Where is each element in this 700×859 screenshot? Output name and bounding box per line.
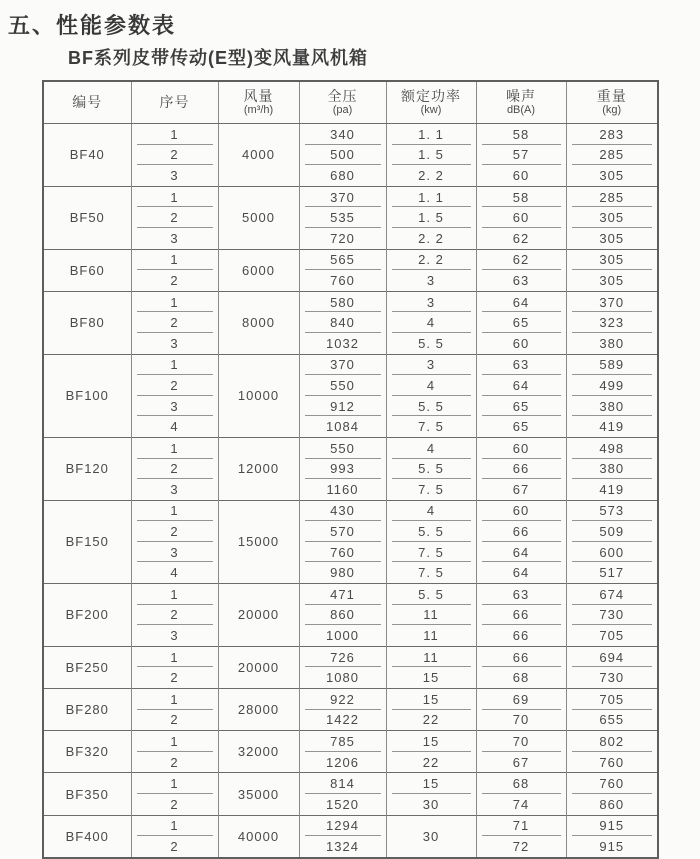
pressure-cell: 550	[299, 437, 386, 458]
noise-cell: 58	[476, 124, 566, 145]
table-header	[43, 81, 658, 124]
table-row	[43, 625, 658, 646]
pressure-cell: 760	[299, 270, 386, 291]
pressure-cell: 1294	[299, 815, 386, 836]
weight-cell: 285	[566, 186, 658, 207]
noise-cell: 65	[476, 396, 566, 417]
noise-cell: 64	[476, 291, 566, 312]
weight-cell: 915	[566, 836, 658, 858]
power-cell: 22	[386, 710, 476, 731]
weight-cell: 517	[566, 562, 658, 583]
weight-cell: 283	[566, 124, 658, 145]
table-row	[43, 542, 658, 563]
pressure-cell: 500	[299, 145, 386, 166]
power-cell: 22	[386, 752, 476, 773]
page-title: 五、性能参数表	[8, 13, 177, 38]
noise-cell: 63	[476, 270, 566, 291]
table-row	[43, 459, 658, 480]
weight-cell: 705	[566, 625, 658, 646]
power-cell: 15	[386, 773, 476, 794]
model-cell: BF250	[43, 646, 131, 688]
weight-cell: 674	[566, 584, 658, 605]
seq-cell: 2	[131, 794, 218, 815]
pressure-cell: 565	[299, 249, 386, 270]
power-cell: 5. 5	[386, 333, 476, 354]
noise-cell: 60	[476, 207, 566, 228]
model-group	[43, 689, 658, 731]
seq-cell: 2	[131, 667, 218, 688]
airflow-cell: 10000	[218, 354, 299, 437]
header-label	[477, 82, 566, 123]
weight-cell: 380	[566, 459, 658, 480]
column-header	[218, 81, 299, 124]
table-row	[43, 333, 658, 354]
seq-cell: 2	[131, 207, 218, 228]
weight-cell: 498	[566, 437, 658, 458]
model-group	[43, 124, 658, 187]
power-cell: 3	[386, 291, 476, 312]
noise-cell: 68	[476, 773, 566, 794]
seq-cell: 3	[131, 333, 218, 354]
column-header	[476, 81, 566, 124]
model-cell: BF40	[43, 124, 131, 187]
weight-cell: 419	[566, 416, 658, 437]
weight-cell: 305	[566, 165, 658, 186]
seq-cell: 1	[131, 646, 218, 667]
weight-cell: 370	[566, 291, 658, 312]
table-row	[43, 396, 658, 417]
header-line1: 风量	[243, 88, 274, 105]
noise-cell: 66	[476, 646, 566, 667]
header-unit: (m³/h)	[243, 104, 274, 117]
header-line1: 噪声	[506, 88, 536, 105]
model-cell: BF280	[43, 689, 131, 731]
pressure-cell: 1160	[299, 479, 386, 500]
weight-cell: 380	[566, 333, 658, 354]
table-row	[43, 667, 658, 688]
seq-cell: 2	[131, 375, 218, 396]
power-cell: 2. 2	[386, 228, 476, 249]
noise-cell: 65	[476, 312, 566, 333]
header-line1: 全压	[327, 88, 358, 105]
column-header	[566, 81, 658, 124]
seq-cell: 4	[131, 562, 218, 583]
pressure-cell: 760	[299, 542, 386, 563]
seq-cell: 1	[131, 584, 218, 605]
weight-cell: 730	[566, 667, 658, 688]
table-row	[43, 375, 658, 396]
pressure-cell: 370	[299, 186, 386, 207]
model-cell: BF400	[43, 815, 131, 858]
model-group	[43, 773, 658, 815]
seq-cell: 2	[131, 270, 218, 291]
weight-cell: 380	[566, 396, 658, 417]
airflow-cell: 6000	[218, 249, 299, 291]
weight-cell: 305	[566, 270, 658, 291]
weight-cell: 694	[566, 646, 658, 667]
header-label	[300, 82, 386, 123]
header-label	[132, 82, 218, 123]
noise-cell: 66	[476, 521, 566, 542]
table-row	[43, 562, 658, 583]
noise-cell: 72	[476, 836, 566, 858]
seq-cell: 3	[131, 165, 218, 186]
header-label	[387, 82, 476, 123]
table-row	[43, 689, 658, 710]
airflow-cell: 28000	[218, 689, 299, 731]
table-row	[43, 731, 658, 752]
pressure-cell: 814	[299, 773, 386, 794]
seq-cell: 1	[131, 249, 218, 270]
model-cell: BF100	[43, 354, 131, 437]
power-cell: 11	[386, 605, 476, 626]
seq-cell: 1	[131, 773, 218, 794]
weight-cell: 760	[566, 773, 658, 794]
seq-cell: 3	[131, 625, 218, 646]
header-label	[44, 82, 131, 123]
weight-cell: 589	[566, 354, 658, 375]
noise-cell: 64	[476, 542, 566, 563]
airflow-cell: 5000	[218, 186, 299, 249]
power-cell: 7. 5	[386, 416, 476, 437]
noise-cell: 64	[476, 562, 566, 583]
power-cell: 2. 2	[386, 249, 476, 270]
pressure-cell: 430	[299, 500, 386, 521]
airflow-cell: 12000	[218, 437, 299, 500]
weight-cell: 573	[566, 500, 658, 521]
model-group	[43, 731, 658, 773]
noise-cell: 66	[476, 625, 566, 646]
power-cell: 7. 5	[386, 542, 476, 563]
model-group	[43, 249, 658, 291]
noise-cell: 66	[476, 605, 566, 626]
noise-cell: 68	[476, 667, 566, 688]
table-row	[43, 249, 658, 270]
seq-cell: 1	[131, 815, 218, 836]
power-cell: 1. 5	[386, 145, 476, 166]
pressure-cell: 340	[299, 124, 386, 145]
seq-cell: 1	[131, 500, 218, 521]
seq-cell: 2	[131, 312, 218, 333]
power-cell: 7. 5	[386, 479, 476, 500]
airflow-cell: 20000	[218, 584, 299, 647]
header-label	[219, 82, 299, 123]
noise-cell: 63	[476, 584, 566, 605]
table-row	[43, 437, 658, 458]
column-header	[131, 81, 218, 124]
table-row	[43, 416, 658, 437]
model-cell: BF320	[43, 731, 131, 773]
noise-cell: 71	[476, 815, 566, 836]
model-cell: BF350	[43, 773, 131, 815]
seq-cell: 1	[131, 124, 218, 145]
seq-cell: 3	[131, 228, 218, 249]
power-cell: 4	[386, 375, 476, 396]
pressure-cell: 1080	[299, 667, 386, 688]
table-row	[43, 124, 658, 145]
airflow-cell: 20000	[218, 646, 299, 688]
noise-cell: 57	[476, 145, 566, 166]
table-row	[43, 605, 658, 626]
weight-cell: 323	[566, 312, 658, 333]
noise-cell: 70	[476, 731, 566, 752]
weight-cell: 499	[566, 375, 658, 396]
seq-cell: 2	[131, 459, 218, 480]
table-row	[43, 521, 658, 542]
model-group	[43, 291, 658, 354]
noise-cell: 60	[476, 165, 566, 186]
pressure-cell: 680	[299, 165, 386, 186]
pressure-cell: 726	[299, 646, 386, 667]
noise-cell: 58	[476, 186, 566, 207]
weight-cell: 760	[566, 752, 658, 773]
table-row	[43, 815, 658, 836]
seq-cell: 1	[131, 186, 218, 207]
noise-cell: 60	[476, 333, 566, 354]
power-cell: 4	[386, 312, 476, 333]
model-group	[43, 584, 658, 647]
noise-cell: 67	[476, 752, 566, 773]
noise-cell: 62	[476, 249, 566, 270]
power-cell: 1. 1	[386, 124, 476, 145]
table-row	[43, 646, 658, 667]
model-cell: BF60	[43, 249, 131, 291]
pressure-cell: 535	[299, 207, 386, 228]
pressure-cell: 860	[299, 605, 386, 626]
seq-cell: 2	[131, 521, 218, 542]
table-row	[43, 836, 658, 858]
seq-cell: 2	[131, 710, 218, 731]
table-row	[43, 500, 658, 521]
airflow-cell: 15000	[218, 500, 299, 583]
weight-cell: 305	[566, 207, 658, 228]
column-header	[299, 81, 386, 124]
model-group	[43, 354, 658, 437]
header-line1: 编号	[72, 94, 103, 111]
table-row	[43, 165, 658, 186]
power-cell: 1. 5	[386, 207, 476, 228]
model-cell: BF200	[43, 584, 131, 647]
table-row	[43, 145, 658, 166]
seq-cell: 3	[131, 542, 218, 563]
seq-cell: 1	[131, 689, 218, 710]
table-row	[43, 584, 658, 605]
weight-cell: 860	[566, 794, 658, 815]
model-group	[43, 646, 658, 688]
header-line1: 序号	[159, 94, 190, 111]
model-group	[43, 500, 658, 583]
pressure-cell: 993	[299, 459, 386, 480]
weight-cell: 600	[566, 542, 658, 563]
table-row	[43, 354, 658, 375]
power-cell: 30	[386, 794, 476, 815]
pressure-cell: 1520	[299, 794, 386, 815]
pressure-cell: 785	[299, 731, 386, 752]
table-row	[43, 291, 658, 312]
seq-cell: 1	[131, 731, 218, 752]
noise-cell: 74	[476, 794, 566, 815]
noise-cell: 66	[476, 459, 566, 480]
pressure-cell: 1084	[299, 416, 386, 437]
table-row	[43, 794, 658, 815]
table-row	[43, 773, 658, 794]
model-group	[43, 186, 658, 249]
noise-cell: 69	[476, 689, 566, 710]
table-row	[43, 228, 658, 249]
pressure-cell: 1032	[299, 333, 386, 354]
header-label	[567, 82, 658, 123]
seq-cell: 1	[131, 291, 218, 312]
airflow-cell: 32000	[218, 731, 299, 773]
power-cell: 11	[386, 646, 476, 667]
seq-cell: 1	[131, 354, 218, 375]
table-row	[43, 479, 658, 500]
seq-cell: 2	[131, 836, 218, 858]
power-cell: 30	[386, 815, 476, 858]
model-cell: BF50	[43, 186, 131, 249]
pressure-cell: 1422	[299, 710, 386, 731]
power-cell: 1. 1	[386, 186, 476, 207]
table-row	[43, 752, 658, 773]
header-line1: 重量	[596, 88, 627, 105]
power-cell: 11	[386, 625, 476, 646]
header-unit: dB(A)	[506, 104, 536, 117]
model-cell: BF120	[43, 437, 131, 500]
header-row	[43, 81, 658, 124]
power-cell: 15	[386, 731, 476, 752]
seq-cell: 3	[131, 396, 218, 417]
power-cell: 4	[386, 437, 476, 458]
pressure-cell: 1206	[299, 752, 386, 773]
power-cell: 15	[386, 667, 476, 688]
model-group	[43, 815, 658, 858]
pressure-cell: 471	[299, 584, 386, 605]
noise-cell: 62	[476, 228, 566, 249]
pressure-cell: 550	[299, 375, 386, 396]
performance-parameter-table	[42, 80, 659, 859]
power-cell: 2. 2	[386, 165, 476, 186]
seq-cell: 2	[131, 752, 218, 773]
weight-cell: 285	[566, 145, 658, 166]
model-group	[43, 437, 658, 500]
noise-cell: 60	[476, 500, 566, 521]
table-row	[43, 710, 658, 731]
airflow-cell: 4000	[218, 124, 299, 187]
power-cell: 4	[386, 500, 476, 521]
pressure-cell: 980	[299, 562, 386, 583]
weight-cell: 730	[566, 605, 658, 626]
pressure-cell: 370	[299, 354, 386, 375]
airflow-cell: 40000	[218, 815, 299, 858]
seq-cell: 4	[131, 416, 218, 437]
header-unit: (kg)	[602, 104, 622, 117]
table-row	[43, 207, 658, 228]
noise-cell: 65	[476, 416, 566, 437]
power-cell: 3	[386, 270, 476, 291]
pressure-cell: 720	[299, 228, 386, 249]
header-unit: (pa)	[332, 104, 353, 117]
weight-cell: 305	[566, 249, 658, 270]
table-row	[43, 186, 658, 207]
noise-cell: 70	[476, 710, 566, 731]
noise-cell: 63	[476, 354, 566, 375]
weight-cell: 802	[566, 731, 658, 752]
power-cell: 3	[386, 354, 476, 375]
noise-cell: 60	[476, 437, 566, 458]
header-unit: (kw)	[420, 104, 442, 117]
weight-cell: 509	[566, 521, 658, 542]
power-cell: 5. 5	[386, 521, 476, 542]
pressure-cell: 580	[299, 291, 386, 312]
pressure-cell: 1324	[299, 836, 386, 858]
weight-cell: 915	[566, 815, 658, 836]
airflow-cell: 35000	[218, 773, 299, 815]
pressure-cell: 1000	[299, 625, 386, 646]
table-row	[43, 270, 658, 291]
pressure-cell: 922	[299, 689, 386, 710]
weight-cell: 705	[566, 689, 658, 710]
pressure-cell: 912	[299, 396, 386, 417]
model-cell: BF150	[43, 500, 131, 583]
power-cell: 15	[386, 689, 476, 710]
header-line1: 额定功率	[401, 88, 461, 105]
weight-cell: 419	[566, 479, 658, 500]
table-row	[43, 312, 658, 333]
seq-cell: 1	[131, 437, 218, 458]
column-header	[43, 81, 131, 124]
pressure-cell: 840	[299, 312, 386, 333]
seq-cell: 2	[131, 145, 218, 166]
airflow-cell: 8000	[218, 291, 299, 354]
model-cell: BF80	[43, 291, 131, 354]
power-cell: 5. 5	[386, 396, 476, 417]
weight-cell: 655	[566, 710, 658, 731]
weight-cell: 305	[566, 228, 658, 249]
column-header	[386, 81, 476, 124]
power-cell: 5. 5	[386, 584, 476, 605]
seq-cell: 2	[131, 605, 218, 626]
seq-cell: 3	[131, 479, 218, 500]
power-cell: 7. 5	[386, 562, 476, 583]
table-subtitle: BF系列皮带传动(E型)变风量风机箱	[68, 48, 368, 68]
pressure-cell: 570	[299, 521, 386, 542]
power-cell: 5. 5	[386, 459, 476, 480]
noise-cell: 64	[476, 375, 566, 396]
noise-cell: 67	[476, 479, 566, 500]
